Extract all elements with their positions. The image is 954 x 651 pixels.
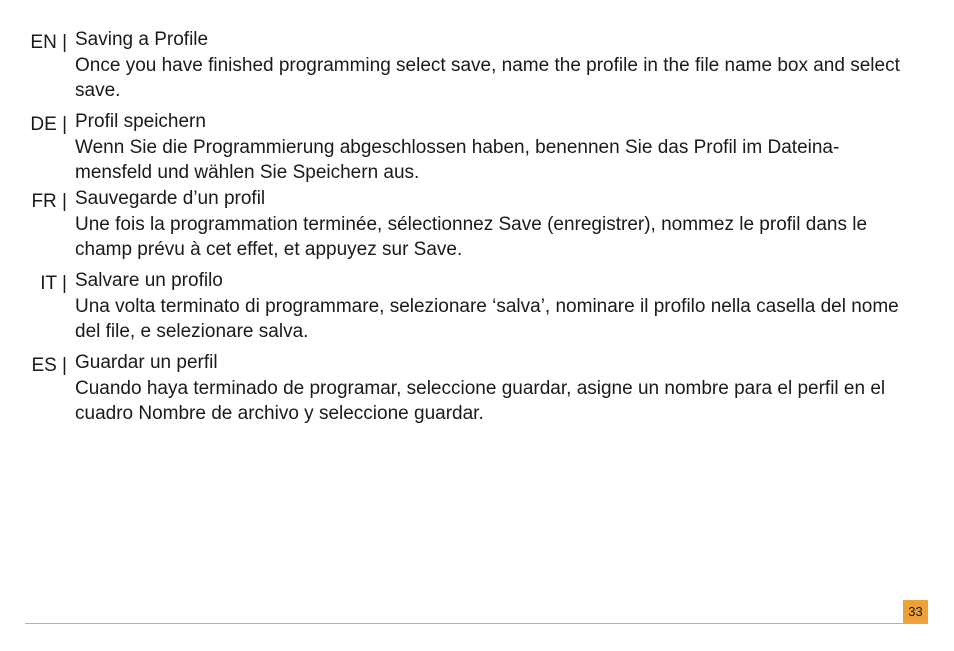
section-content	[75, 27, 920, 104]
language-label: IT |	[40, 273, 67, 294]
section-heading: Salvare un profilo	[75, 270, 223, 291]
section-content	[75, 268, 920, 345]
footer-divider	[25, 623, 928, 624]
section-body: Une fois la programmation terminée, sélectionnez Save (enregistrer), nommez le profil dans le champ prévu à cet effet, et appuyez sur Save.	[75, 213, 868, 260]
language-label: FR |	[31, 191, 67, 212]
section-heading: Sauvegarde d’un profil	[75, 188, 266, 209]
language-label: ES |	[31, 355, 67, 376]
section-body: Wenn Sie die Programmierung abgeschlossen haben, benennen Sie das Profil im Dateina- mensfeld und wählen Sie Speichern aus.	[75, 136, 840, 183]
section-content	[75, 350, 920, 427]
section-body: Once you have finished programming select save, name the profile in the file name box and select save.	[75, 54, 900, 101]
language-label: DE |	[30, 114, 67, 135]
section-heading: Saving a Profile	[75, 29, 209, 50]
page-number-badge: 33	[903, 600, 928, 623]
language-label: EN |	[30, 32, 67, 53]
section-heading: Profil speichern	[75, 111, 206, 132]
section-body: Una volta terminato di programmare, selezionare ‘salva’, nominare il profilo nella casella del nome del file, e selezionare salva.	[75, 295, 899, 342]
section-content	[75, 186, 920, 263]
section-heading: Guardar un perfil	[75, 352, 218, 373]
section-content	[75, 109, 920, 186]
section-body: Cuando haya terminado de programar, seleccione guardar, asigne un nombre para el perfil en el cuadro Nombre de archivo y seleccione guardar.	[75, 377, 886, 424]
